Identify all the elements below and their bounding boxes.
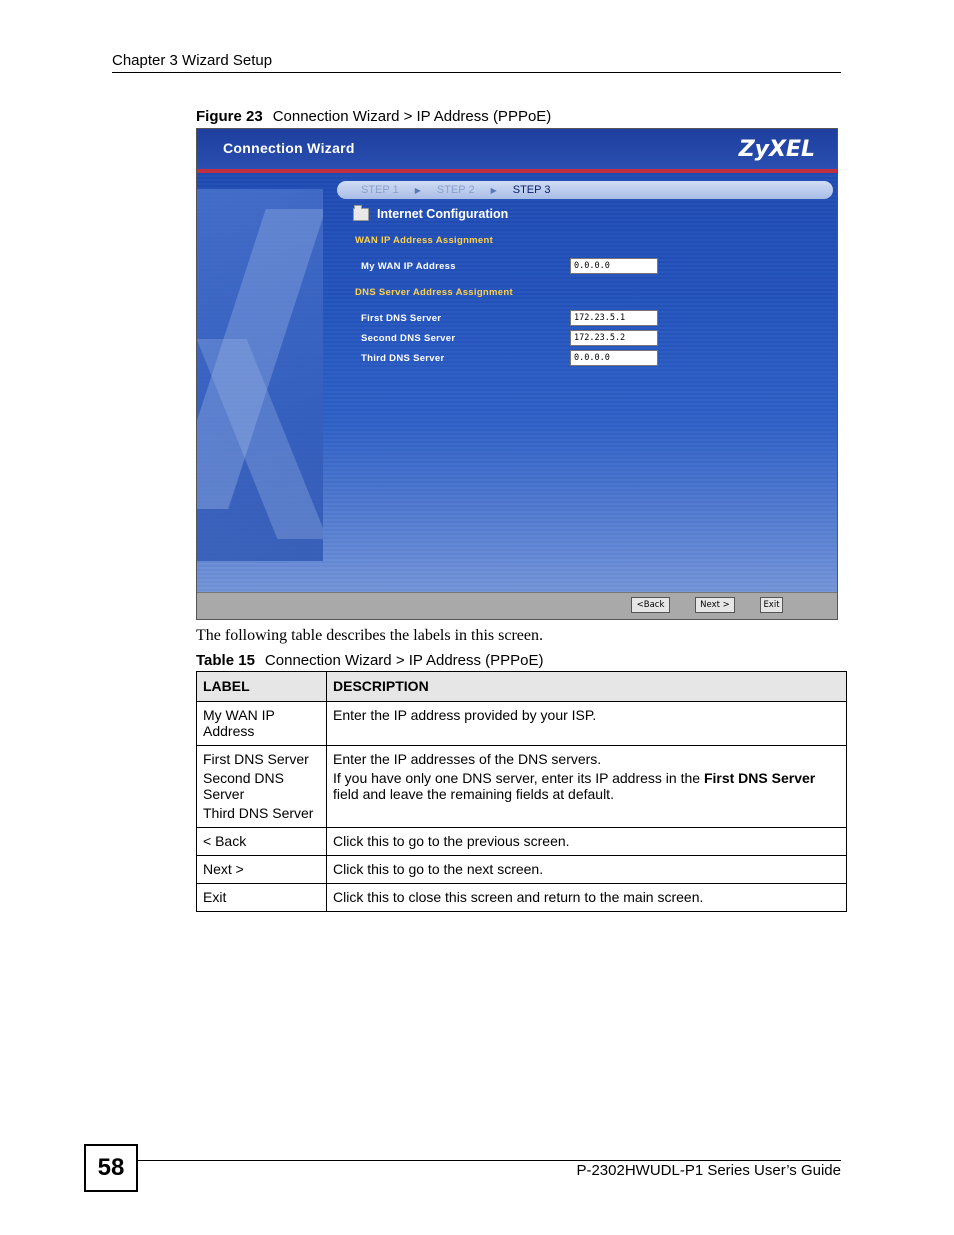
back-button[interactable]: <Back	[631, 597, 670, 613]
section-heading	[353, 207, 508, 221]
my-wan-ip-input[interactable]	[570, 258, 658, 274]
row-label: My WAN IP Address	[197, 702, 327, 746]
section-title: Internet Configuration	[377, 207, 509, 221]
chapter-header: Chapter 3 Wizard Setup	[112, 52, 273, 69]
table-row	[197, 702, 847, 746]
second-dns-label: Second DNS Server	[361, 333, 456, 344]
my-wan-ip-label: My WAN IP Address	[361, 261, 456, 272]
exit-button[interactable]: Exit	[760, 597, 783, 613]
table-title: Connection Wizard > IP Address (PPPoE)	[264, 652, 544, 669]
table-header-row	[197, 672, 847, 702]
first-dns-input[interactable]	[570, 310, 658, 326]
table-caption	[196, 652, 544, 669]
figure-caption	[196, 108, 551, 125]
decorative-panel	[197, 189, 323, 561]
wan-ip-heading: WAN IP Address Assignment	[355, 235, 494, 246]
label-column-header: LABEL	[197, 672, 327, 702]
description-table	[196, 671, 847, 912]
description-text: field and leave the remaining fields at default.	[333, 786, 614, 802]
wizard-title-bar	[197, 129, 837, 169]
wizard-title: Connection Wizard	[223, 140, 355, 156]
row-description: Click this to go to the previous screen.	[327, 828, 847, 856]
table-row	[197, 884, 847, 912]
description-emphasis: First DNS Server	[703, 770, 816, 786]
row-description-line	[333, 770, 840, 802]
dns-heading: DNS Server Address Assignment	[355, 287, 513, 298]
header-rule	[112, 72, 841, 73]
brand-logo: ZyXEL	[738, 137, 815, 162]
table-number: Table 15	[196, 652, 255, 669]
third-dns-input[interactable]	[570, 350, 658, 366]
description-column-header: DESCRIPTION	[327, 672, 847, 702]
row-label-line: Second DNS Server	[203, 770, 284, 802]
figure-title: Connection Wizard > IP Address (PPPoE)	[272, 108, 552, 125]
second-dns-input[interactable]	[570, 330, 658, 346]
folder-icon	[353, 208, 369, 221]
figure-number: Figure 23	[196, 108, 263, 125]
step-indicator	[337, 181, 833, 199]
row-description: Enter the IP address provided by your ISP.	[327, 702, 847, 746]
row-label-line: Third DNS Server	[203, 805, 314, 821]
row-label: < Back	[197, 828, 327, 856]
wizard-button-bar	[197, 592, 837, 619]
row-description-line: Enter the IP addresses of the DNS servers.	[333, 751, 602, 767]
step-3-current: STEP 3	[512, 184, 551, 196]
guide-title: P-2302HWUDL-P1 Series User’s Guide	[576, 1162, 841, 1179]
row-label: Next >	[197, 856, 327, 884]
table-row	[197, 828, 847, 856]
row-description	[327, 746, 847, 828]
row-label	[197, 746, 327, 828]
table-row	[197, 746, 847, 828]
step-arrow-icon: ▶	[490, 185, 497, 195]
next-button[interactable]: Next >	[695, 597, 735, 613]
step-2: STEP 2	[436, 184, 475, 196]
description-text: If you have only one DNS server, enter its IP address in the	[333, 770, 704, 786]
wizard-screenshot	[196, 128, 838, 620]
row-description: Click this to go to the next screen.	[327, 856, 847, 884]
step-arrow-icon: ▶	[414, 185, 421, 195]
third-dns-label: Third DNS Server	[361, 353, 445, 364]
page-number: 58	[84, 1144, 138, 1192]
row-label-line: First DNS Server	[203, 751, 309, 767]
first-dns-label: First DNS Server	[361, 313, 442, 324]
footer-rule	[138, 1160, 841, 1161]
table-row	[197, 856, 847, 884]
row-description: Click this to close this screen and return to the main screen.	[327, 884, 847, 912]
row-label: Exit	[197, 884, 327, 912]
step-1: STEP 1	[361, 184, 399, 196]
title-accent-band	[197, 169, 837, 173]
intro-paragraph: The following table describes the labels in this screen.	[196, 627, 544, 644]
